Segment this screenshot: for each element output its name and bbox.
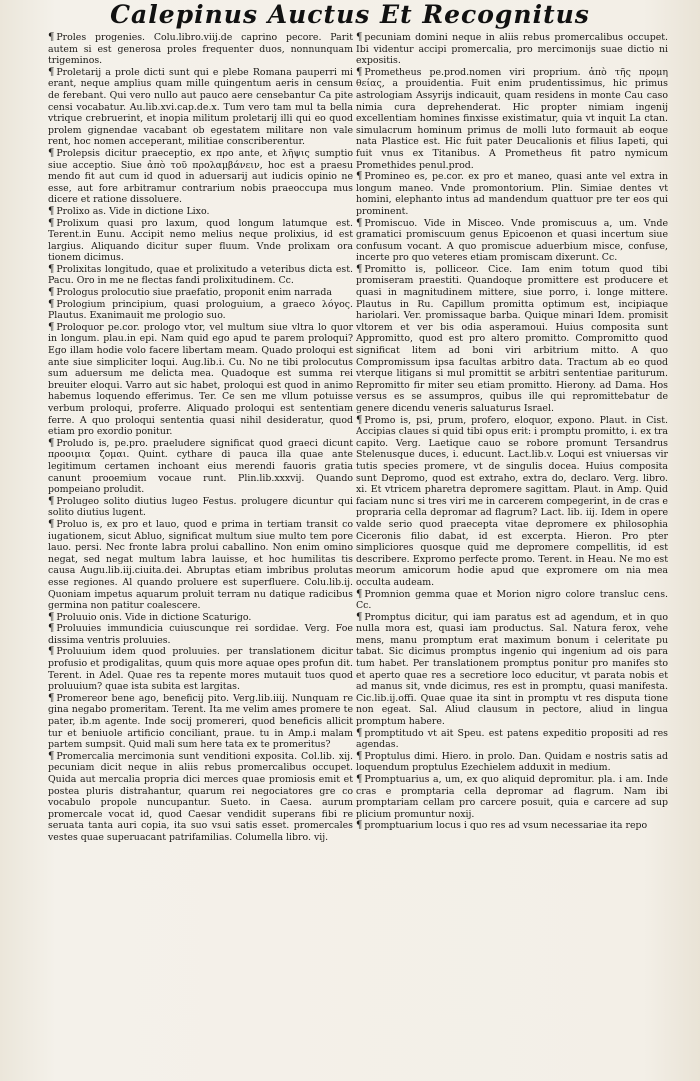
entry-text: Prologium principium, quasi prologuium, a graeco λόγος. Plautus. Exanimauit me prologio suo. xyxy=(48,298,353,322)
pilcrow-icon: ¶ xyxy=(356,171,363,183)
entry-text: Promitto is, polliceor. Cice. Iam enim totum quod tibi promiseram praestiti. Quandoque promittere est producere et quasi in magnitudinem mittere, siue porro, i. longe mittere. Plautus in Ru. Capillum promitta optimum est, incipiaque hariolari. Ver. promissaque barba. Quique minari Idem. promisit vltorem et ver bis odia asperamoui. Huius composita sunt Appromitto, quod est pro altero promitto. Compromitto quod significat litem ad boni viri arbitrium mitto. A quo Compromissum ipsa facultas arbitro data. Tractum ab eo quod vterque litigans si mul promittit se arbitri sententiae pariturum. Repromitto fir miter seu etiam promitto. Hierony. ad Dama. Hos versus es se assumpros, quibus ille qui repromittebatur de genere dicendu veneris saluaturus Israel. xyxy=(356,263,668,414)
dictionary-entry xyxy=(48,612,353,624)
dictionary-entry xyxy=(356,751,668,774)
dictionary-entry xyxy=(48,32,353,67)
dictionary-entry xyxy=(48,693,353,751)
dictionary-entry xyxy=(356,32,668,67)
pilcrow-icon: ¶ xyxy=(48,263,55,275)
entry-text: Prometheus pe.prod.nomen viri proprium. ἀπὸ τῆς προμη θείας, a prouidentia. Fuit enim prudentissimus, hic primus astrologiam Assyrijs indicauit, quam residens in monte Cau caso nimia cura deprehenderat. Hic propter nimiam ingenij excellentiam homines finxisse existimatur, quia vt inquit La ctan. simulacrum hominum primus de molli luto formauit ab eoque nata Plastice est. Hic fuit pater Deucalionis et filius Iapeti, qui fuit vnus ex Titanibus. A Prometheus fit patro nymicum Promethides penul.prod. xyxy=(356,66,668,171)
pilcrow-icon: ¶ xyxy=(48,147,55,159)
pilcrow-icon: ¶ xyxy=(48,298,55,310)
pilcrow-icon: ¶ xyxy=(356,750,363,762)
entry-text: Proluo is, ex pro et lauo, quod e prima in tertiam transit co iugationem, sicut Abluo, significat multum siue multo tem pore lauo. persi. Nec fronte labra prolui caballino. Non enim omino negat, sed negat multum labra lauisse, et hoc humilitas tis causa Augu.lib.iij.ciuita.dei. Abruptas etiam imbribus prolutas esse regiones. Al quando proluere est superfluere. Colu.lib.ij. Quoniam impetus aquarum proluit terram nu datique radicibus germina non patitur coalescere. xyxy=(48,518,353,612)
pilcrow-icon: ¶ xyxy=(356,727,363,739)
entry-text: Proluuium idem quod proluuies. per translationem dicitur profusio et prodigalitas, quum quis more aquae opes profun dit. Terent. in Adel. Quae res ta repente mores mutauit tuos quod proluuium? quae ista subita est largitas. xyxy=(48,646,353,693)
pilcrow-icon: ¶ xyxy=(356,820,363,832)
page-title: Calepinus Auctus Et Recognitus xyxy=(110,0,590,29)
dictionary-entry xyxy=(48,287,353,299)
dictionary-entry xyxy=(48,148,353,206)
dictionary-entry xyxy=(48,623,353,646)
pilcrow-icon: ¶ xyxy=(48,518,55,530)
pilcrow-icon: ¶ xyxy=(356,611,363,623)
dictionary-entry xyxy=(48,218,353,264)
running-header xyxy=(0,0,700,30)
pilcrow-icon: ¶ xyxy=(48,205,55,217)
entry-text: Promereor bene ago, beneficij pito. Verg.lib.iiij. Nunquam re gina negabo promeritam. Terent. Ita me velim ames promere te pater, ib.m agente. Inde socij promereri, quod beneficis allicit tur et beniuole artificio conciliant, praue. tu in Amp.i malam partem sumpsit. Quid mali sum here tata ex te promeritus? xyxy=(48,692,353,751)
entry-text: Proluuies immundicia cuiuscunque rei sordidae. Verg. Foe dissima ventris proluuies. xyxy=(48,623,353,646)
dictionary-entry xyxy=(356,67,668,171)
dictionary-entry xyxy=(356,415,668,589)
dictionary-entry xyxy=(48,519,353,612)
entry-text: Prolugeo solito diutius lugeo Festus. prolugere dicuntur qui solito diutius lugent. xyxy=(48,495,353,519)
entry-text: Promo is, psi, prum, profero, eloquor, expono. Plaut. in Cist. Accipias claues si quid tibi opus erit: i promptu promitto, i. ex tra capito. Verg. Laetique cauo se robore promunt Tersandrus Stelenusque duces, i. educunt. Lact.lib.v. Loqui est vniuersas vir tutis species promere, vt de singulis docea. Huius composita sunt Depromo, quod est extraho, extra do, declaro. Verg. libro. xi. Et vtricem pharetra depromere sagittam. Plaut. in Amp. Quid faciam nunc si tres viri me in carcerem compegerint, in de cras e propraria cella depromar ad flagrum? Lact. lib. iij. Idem in opere valde serio quod praecepta vitae depromere ex philosophia Ciceronis filio dabat, id est excerpta. Hieron. Pro pter simpliciores quosque quid me depromere compellitis, id est describere. Expromo perfecte promo. Terent. in Heau. Ne mo est meorum amicorum hodie apud que expromere om nia mea occulta audeam. xyxy=(356,414,668,588)
pilcrow-icon: ¶ xyxy=(48,437,55,449)
dictionary-entry xyxy=(48,67,353,148)
entry-text: Promptus dicitur, qui iam paratus est ad agendum, et in quo nulla mora est, quasi iam productus. Sal. Natura ferox, vehe mens, manu promptum erat maximum bonum i celeritate pu tabat. Sic dicimus promptus ingenio qui ingenium ad ois para tum habet. Per translationem promptus ponitur pro manifes sto et aperto quae res a secretiore loco educitur, vt parata nobis et ad manus sit, vnde dicimus, res est in promptu, quasi manifesta. Cic.lib.ij.offi. Quae quae ita sint in promptu vt res disputa tione non egeat. Sal. Aliud clausum in pectore, aliud in lingua promptum habere. xyxy=(356,611,668,728)
pilcrow-icon: ¶ xyxy=(48,692,55,704)
left-column xyxy=(48,32,353,1072)
pilcrow-icon: ¶ xyxy=(356,414,363,426)
entry-text: Proles progenies. Colu.libro.viij.de caprino pecore. Parit autem si est generosa proles frequenter duos, nonnunquam trigeminos. xyxy=(48,32,353,67)
pilcrow-icon: ¶ xyxy=(356,588,363,600)
pilcrow-icon: ¶ xyxy=(48,611,55,623)
dictionary-entry xyxy=(356,171,668,217)
pilcrow-icon: ¶ xyxy=(356,263,363,275)
entry-text: Proloquor pe.cor. prologo vtor, vel multum siue vltra lo quor in longum. plau.in epi. Nam quid ego apud te parem proloqui? Ego illam hodie volo facere libertam meam. Quado proloqui est ante siue simpliciter loqui. Aug.lib.i. Cu. No ne tibi prolocutus sum aduersum me delicta mea. Quadoque est summa rei breuiter eloqui. Varro aut sic habet, proloqui est quod in animo habemus loquendo efferimus. Ter. Ce sen me vllum potuisse verbum proloqui, proferre. Aliquado proloqui est sententiam ferre. A quo proloqui sententia quasi nihil desideratur, quod etiam pro exordio ponitur. xyxy=(48,321,353,438)
entry-text: Prolixo as. Vide in dictione Lixo. xyxy=(56,205,210,217)
dictionary-entry xyxy=(48,206,353,218)
pilcrow-icon: ¶ xyxy=(48,287,55,299)
entry-text: Proptulus dimi. Hiero. in prolo. Dan. Quidam e nostris satis ad loquendum proptulus Ezechielem adduxit in medium. xyxy=(356,750,668,774)
right-column xyxy=(356,32,668,1072)
dictionary-entry xyxy=(48,751,353,844)
entry-text: promptitudo vt ait Speu. est patens expeditio propositi ad res agendas. xyxy=(356,727,668,751)
dictionary-entry xyxy=(48,646,353,692)
entry-text: pecuniam domini neque in aliis rebus promercalibus occupet. Ibi videntur accipi promercalia, pro mercimonijs suae dictio ni expositis. xyxy=(356,32,668,67)
dictionary-entry xyxy=(356,264,668,415)
entry-text: Proluuio onis. Vide in dictione Scaturigo. xyxy=(56,611,252,623)
pilcrow-icon: ¶ xyxy=(48,750,55,762)
dictionary-entry xyxy=(48,438,353,496)
entry-text: Prologus prolocutio siue praefatio, proponit enim narrada xyxy=(56,287,332,299)
entry-text: Proludo is, pe.pro. praeludere significat quod graeci dicunt προοιμια ζομαι. Quint. cythare di pauca illa quae ante legitimum certamen inchoant eius merendi fauoris gratia canunt prooemium vocaue runt. Plin.lib.xxxvij. Quando pompeiano proludit. xyxy=(48,437,353,496)
entry-text: Promnion gemma quae et Morion nigro colore transluc cens. Cc. xyxy=(356,588,668,612)
dictionary-entry xyxy=(356,589,668,612)
pilcrow-icon: ¶ xyxy=(48,623,55,635)
pilcrow-icon: ¶ xyxy=(48,321,55,333)
dictionary-entry xyxy=(48,264,353,287)
dictionary-entry xyxy=(356,774,668,820)
dictionary-entry xyxy=(356,218,668,264)
dictionary-entry xyxy=(356,820,668,832)
pilcrow-icon: ¶ xyxy=(356,217,363,229)
dictionary-entry xyxy=(48,496,353,519)
entry-text: Prolepsis dicitur praeceptio, ex προ ante, et λῆψις sumptio siue acceptio. Siue ἀπὸ τοῦ προλαμβάνειν, hoc est a praesu mendo fit aut cum id quod in aduersarij aut iudicis opinio ne esse, aut fore arbitramur contrarium nobis praeoccupa mus dicere et ratione dissoluere. xyxy=(48,147,353,206)
pilcrow-icon: ¶ xyxy=(356,774,363,785)
entry-text: Prolixitas longitudo, quae et prolixitudo a veteribus dicta est. Pacu. Oro in me ne flectas fandi prolixitudinem. Cc. xyxy=(48,263,353,287)
pilcrow-icon: ¶ xyxy=(356,32,363,43)
pilcrow-icon: ¶ xyxy=(356,66,363,78)
entry-text: Prolixum quasi pro laxum, quod longum latumque est. Terent.in Eunu. Accipit nemo melius neque prolixius, id est largius. Aliquando dicitur super fluum. Vnde prolixam ora tionem dicimus. xyxy=(48,217,353,264)
entry-text: Proletarij a prole dicti sunt qui e plebe Romana pauperri mi erant, neque amplius quam mille quingentum aeris in censum de ferebant. Qui vero nullo aut pauco aere censebantur Ca pite censi vocabatur. Au.lib.xvi.cap.de.x. Tum vero tam mul ta bella vtrique crebruerint, et inopia militum proletarij illi qui eo quod prolem gignendae vacabant ob egestatem militare non vale rent, hoc nomen acceperant, militiae conscriberentur. xyxy=(48,66,353,148)
entry-text: promptuarium locus i quo res ad vsum necessariae ita repo xyxy=(364,820,648,832)
dictionary-entry xyxy=(356,612,668,728)
dictionary-entry xyxy=(48,299,353,322)
entry-text: Promiscuo. Vide in Misceo. Vnde promiscuus a, um. Vnde gramatici promiscuum genus Epicoenon et quasi incertum siue confusum vocant. A quo promiscue aduerbium misce, confuse, incerte pro quo veteres etiam promiscam dixerunt. Cc. xyxy=(356,217,668,264)
entry-text: Promptuarius a, um, ex quo aliquid depromitur. pla. i am. Inde cras e promptaria cella depromar ad flagrum. Nam ibi promptariam cellam pro carcere posuit, quia e carcere ad sup plicium promuntur noxij. xyxy=(356,774,668,820)
pilcrow-icon: ¶ xyxy=(48,495,55,507)
pilcrow-icon: ¶ xyxy=(48,646,55,658)
entry-text: Promercalia mercimonia sunt venditioni exposita. Col.lib. xij. pecuniam dicit neque in aliis rebus promercalibus occupet. Quida aut mercalia propria dici merces quae promiosis emit et postea pluris distrahantur, quarum rei negociatores gre co vocabulo propole nuncupantur. Sueto. in Caesa. aurum promercale vocat id, quod Caesar vendidit superans fibi re seruata tanta auri copia, ita suo vsui satis esset. promercales vestes quae superuacant patrifamilias. Columella libro. vij. xyxy=(48,750,353,843)
pilcrow-icon: ¶ xyxy=(48,217,55,229)
pilcrow-icon: ¶ xyxy=(48,32,55,43)
entry-text: Promineo es, pe.cor. ex pro et maneo, quasi ante vel extra in longum maneo. Vnde promontorium. Plin. Simiae dentes vt homini, elephanto intus ad mandendum quattuor pre ter eos qui prominent. xyxy=(356,171,668,217)
pilcrow-icon: ¶ xyxy=(48,66,55,78)
dictionary-entry xyxy=(356,728,668,751)
dictionary-entry xyxy=(48,322,353,438)
